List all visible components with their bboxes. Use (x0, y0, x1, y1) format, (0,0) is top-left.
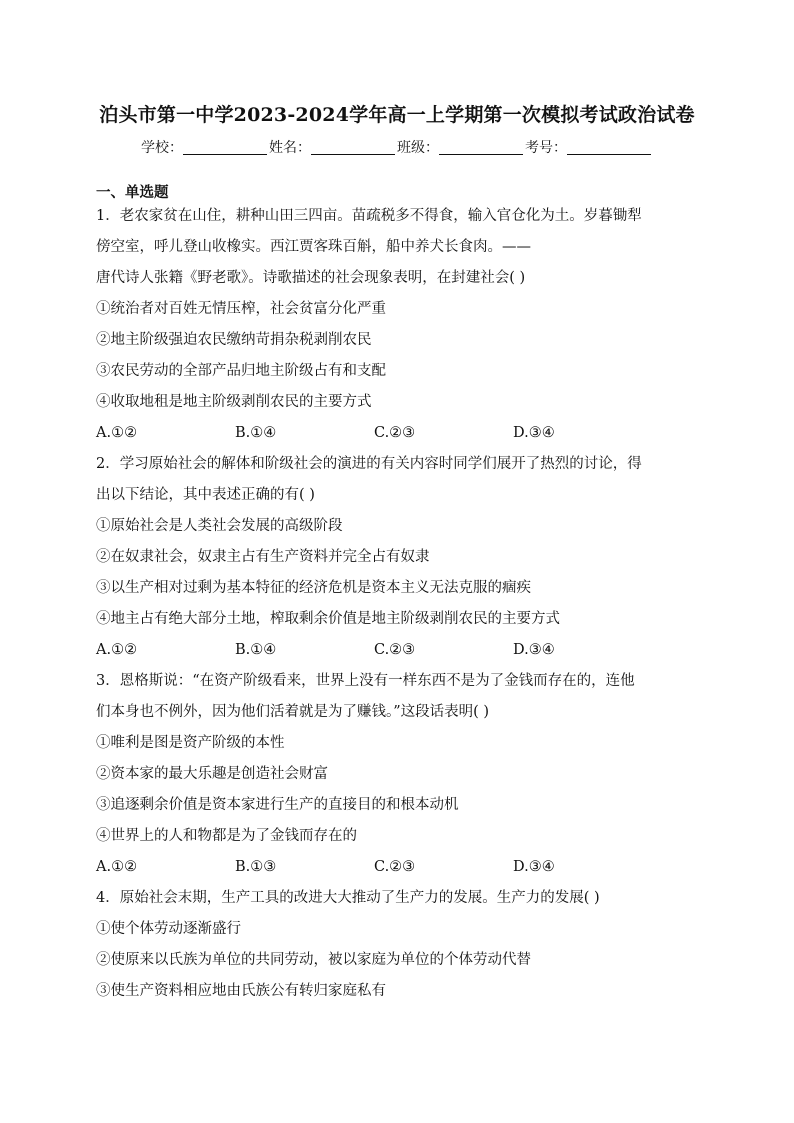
question-2 (96, 449, 702, 666)
option-b[interactable]: B.①④ (235, 642, 277, 658)
name-label: 姓名： (269, 140, 311, 156)
option-c[interactable]: C.②③ (374, 859, 416, 875)
question-stem-line: 出以下结论，其中表述正确的有( ) (96, 487, 315, 503)
statement: ②地主阶级强迫农民缴纳苛捐杂税剥削农民 (96, 332, 372, 348)
statement: ④地主占有绝大部分土地，榨取剩余价值是地主阶级剥削农民的主要方式 (96, 611, 560, 627)
class-blank[interactable] (439, 140, 523, 155)
exam-title: 泊头市第一中学2023-2024学年高一上学期第一次模拟考试政治试卷 (99, 104, 695, 126)
statement: ②使原来以氏族为单位的共同劳动，被以家庭为单位的个体劳动代替 (96, 952, 531, 968)
option-c[interactable]: C.②③ (374, 425, 416, 441)
option-d[interactable]: D.③④ (513, 859, 555, 875)
question-stem-line: 唐代诗人张籍《野老歌》。诗歌描述的社会现象表明，在封建社会( ) (96, 270, 526, 286)
question-1 (96, 201, 702, 449)
question-stem-line: 2．学习原始社会的解体和阶级社会的演进的有关内容时同学们展开了热烈的讨论，得 (96, 456, 642, 472)
question-stem-line: 傍空室，呼儿登山收橡实。西江贾客珠百斛，船中养犬长食肉。—— (96, 239, 531, 255)
statement: ③使生产资料相应地由氏族公有转归家庭私有 (96, 983, 386, 999)
question-stem-line: 3．恩格斯说：“在资产阶级看来，世界上没有一样东西不是为了金钱而存在的，连他 (96, 673, 635, 689)
option-d[interactable]: D.③④ (513, 425, 555, 441)
options-row (96, 418, 702, 449)
statement: ②在奴隶社会，奴隶主占有生产资料并完全占有奴隶 (96, 549, 430, 565)
exam-number-label: 考号： (525, 140, 567, 156)
statement: ①原始社会是人类社会发展的高级阶段 (96, 518, 343, 534)
statement: ④收取地租是地主阶级剥削农民的主要方式 (96, 394, 372, 410)
questions-container (96, 201, 702, 1007)
school-label: 学校： (141, 140, 183, 156)
section-title: 一、单选题 (96, 184, 169, 201)
question-4 (96, 883, 702, 1007)
statement: ①使个体劳动逐渐盛行 (96, 921, 241, 937)
option-b[interactable]: B.①④ (235, 425, 277, 441)
option-c[interactable]: C.②③ (374, 642, 416, 658)
statement: ④世界上的人和物都是为了金钱而存在的 (96, 828, 357, 844)
options-row (96, 635, 702, 666)
statement: ①统治者对百姓无情压榨，社会贫富分化严重 (96, 301, 386, 317)
statement: ①唯利是图是资产阶级的本性 (96, 735, 285, 751)
question-stem-line: 们本身也不例外，因为他们活着就是为了赚钱。”这段话表明( ) (96, 704, 490, 720)
question-stem-line: 1．老农家贫在山住，耕种山田三四亩。苗疏税多不得食，输入官仓化为土。岁暮锄犁 (96, 208, 642, 224)
option-a[interactable]: A.①② (96, 859, 138, 875)
name-blank[interactable] (311, 140, 395, 155)
student-info-line (0, 137, 794, 157)
option-b[interactable]: B.①③ (235, 859, 277, 875)
statement: ③追逐剩余价值是资本家进行生产的直接目的和根本动机 (96, 797, 459, 813)
option-a[interactable]: A.①② (96, 642, 138, 658)
option-d[interactable]: D.③④ (513, 642, 555, 658)
class-label: 班级： (397, 140, 439, 156)
statement: ②资本家的最大乐趣是创造社会财富 (96, 766, 328, 782)
school-blank[interactable] (183, 140, 267, 155)
option-a[interactable]: A.①② (96, 425, 138, 441)
exam-number-blank[interactable] (567, 140, 651, 155)
options-row (96, 852, 702, 883)
statement: ③以生产相对过剩为基本特征的经济危机是资本主义无法克服的痼疾 (96, 580, 531, 596)
statement: ③农民劳动的全部产品归地主阶级占有和支配 (96, 363, 386, 379)
question-3 (96, 666, 702, 883)
question-stem-line: 4．原始社会末期，生产工具的改进大大推动了生产力的发展。生产力的发展( ) (96, 890, 600, 906)
